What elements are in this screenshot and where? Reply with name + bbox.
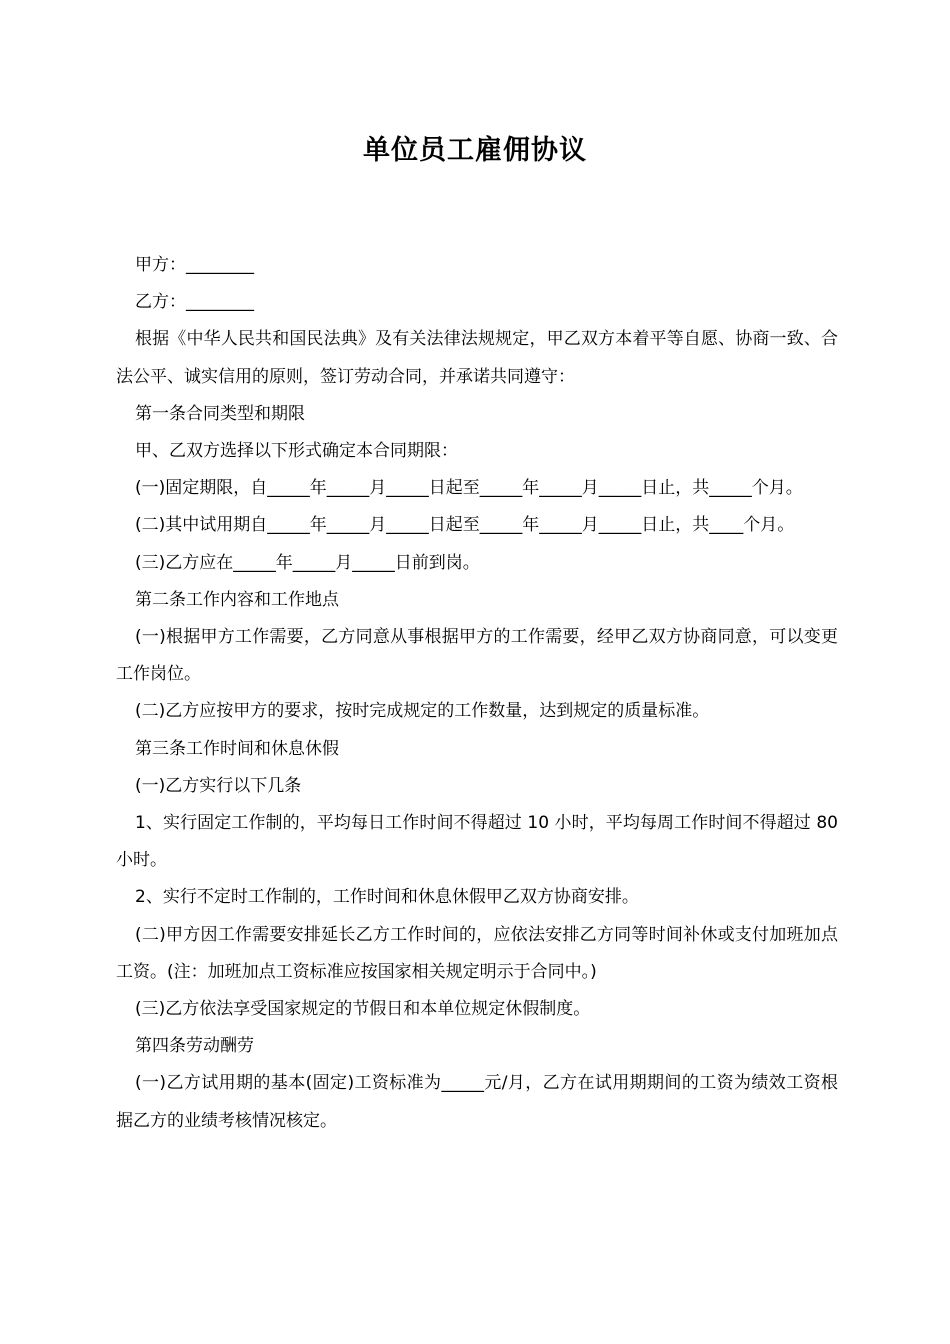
article-3-clause-2: (二)甲方因工作需要安排延长乙方工作时间的，应依法安排乙方同等时间补休或支付加班加点工资。(注：加班加点工资标准应按国家相关规定明示于合同中。) <box>116 924 838 982</box>
article-1-intro: 甲、乙双方选择以下形式确定本合同期限： <box>135 441 458 462</box>
article-3-heading: 第三条工作时间和休息休假 <box>135 738 339 759</box>
document-body <box>116 247 844 1140</box>
article-2-clause-1: (一)根据甲方工作需要，乙方同意从事根据甲方的工作需要，经甲乙双方协商同意，可以变更工作岗位。 <box>116 627 838 685</box>
article-1-heading: 第一条合同类型和期限 <box>135 403 305 424</box>
article-3-clause-1: (一)乙方实行以下几条 <box>135 775 302 796</box>
article-2-heading: 第二条工作内容和工作地点 <box>135 589 339 610</box>
article-3-clause-3: (三)乙方依法享受国家规定的节假日和本单位规定休假制度。 <box>135 999 591 1020</box>
party-a-line: 甲方：________ <box>135 255 254 275</box>
article-4-clause-1: (一)乙方试用期的基本(固定)工资标准为_____元/月，乙方在试用期期间的工资为绩效工资根据乙方的业绩考核情况核定。 <box>116 1073 838 1131</box>
article-2-clause-2: (二)乙方应按甲方的要求，按时完成规定的工作数量，达到规定的质量标准。 <box>135 701 710 722</box>
article-3-item-1: 1、实行固定工作制的，平均每日工作时间不得超过 10 小时，平均每周工作时间不得超过 80 小时。 <box>116 813 844 871</box>
article-3-item-2: 2、实行不定时工作制的，工作时间和休息休假甲乙双方协商安排。 <box>135 887 639 908</box>
document-title: 单位员工雇佣协议 <box>363 135 587 166</box>
preamble-paragraph: 根据《中华人民共和国民法典》及有关法律法规规定，甲乙双方本着平等自愿、协商一致、合法公平、诚实信用的原则，签订劳动合同，并承诺共同遵守： <box>116 329 838 387</box>
article-4-heading: 第四条劳动酬劳 <box>135 1036 254 1057</box>
article-1-clause-3: (三)乙方应在_____年_____月_____日前到岗。 <box>135 552 480 573</box>
party-b-line: 乙方：________ <box>135 292 254 313</box>
article-1-clause-2: (二)其中试用期自_____年_____月_____日起至_____年_____月_____日止，共____个月。 <box>135 515 795 536</box>
article-1-clause-1: (一)固定期限，自_____年_____月_____日起至_____年_____月_____日止，共_____个月。 <box>135 478 803 499</box>
